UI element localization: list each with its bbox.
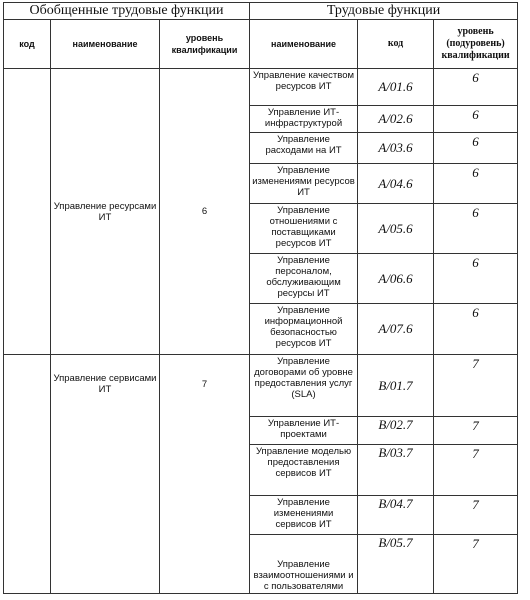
function-name-cell: Управление ИТ-инфраструктурой [250,106,358,133]
function-name-cell: Управление информационной безопасностью ресурсов ИТ [250,304,358,355]
table-row [4,69,518,106]
group-code-cell [4,355,51,594]
col-fn-level-header: уровень (подуровень) квалификации [434,20,518,69]
column-header-row [4,20,518,69]
function-name-cell: Управление изменениями сервисов ИТ [250,496,358,535]
function-level-cell: 6 [434,204,518,254]
function-name-cell: Управление расходами на ИТ [250,133,358,164]
function-code-cell: B/01.7 [358,355,434,417]
group-name-cell: Управление ресурсами ИТ [51,69,160,355]
function-code-cell: A/05.6 [358,204,434,254]
function-level-cell: 7 [434,355,518,417]
group-level-cell: 7 [160,355,250,594]
function-code-cell: B/04.7 [358,496,434,535]
function-code-cell: A/04.6 [358,164,434,204]
group-level-cell: 6 [160,69,250,355]
function-name-cell: Управление моделью предоставления сервисов ИТ [250,445,358,496]
function-name-cell: Управление отношениями с поставщиками ресурсов ИТ [250,204,358,254]
function-level-cell: 6 [434,106,518,133]
function-name-cell: Управление качеством ресурсов ИТ [250,69,358,106]
function-code-cell: A/06.6 [358,254,434,304]
function-code-cell: A/03.6 [358,133,434,164]
function-name-cell: Управление договорами об уровне предоставления услуг (SLA) [250,355,358,417]
col-fn-name-header: наименование [250,20,358,69]
function-code-cell: A/07.6 [358,304,434,355]
function-code-cell: B/05.7 [358,535,434,594]
group-name-cell: Управление сервисами ИТ [51,355,160,594]
col-name-header: наименование [51,20,160,69]
col-fn-code-header: код [358,20,434,69]
function-code-cell: A/02.6 [358,106,434,133]
col-code-header: код [4,20,51,69]
function-name-cell: Управление изменениями ресурсов ИТ [250,164,358,204]
table-row [4,355,518,417]
function-level-cell: 6 [434,304,518,355]
functions-heading: Трудовые функции [250,3,518,20]
function-code-cell: B/03.7 [358,445,434,496]
function-level-cell: 6 [434,133,518,164]
function-name-cell: Управление взаимоотношениями и с пользователями [250,535,358,594]
group-code-cell [4,69,51,355]
function-code-cell: B/02.7 [358,417,434,445]
generalized-functions-heading: Обобщенные трудовые функции [4,3,250,20]
col-level-header: уровень квалификации [160,20,250,69]
function-level-cell: 7 [434,535,518,594]
function-code-cell: A/01.6 [358,69,434,106]
function-level-cell: 7 [434,417,518,445]
group-header-row [4,3,518,20]
function-level-cell: 7 [434,496,518,535]
function-level-cell: 6 [434,69,518,106]
labor-functions-table [3,2,518,594]
function-level-cell: 6 [434,164,518,204]
function-name-cell: Управление ИТ-проектами [250,417,358,445]
function-name-cell: Управление персоналом, обслуживающим ресурсы ИТ [250,254,358,304]
function-level-cell: 7 [434,445,518,496]
function-level-cell: 6 [434,254,518,304]
